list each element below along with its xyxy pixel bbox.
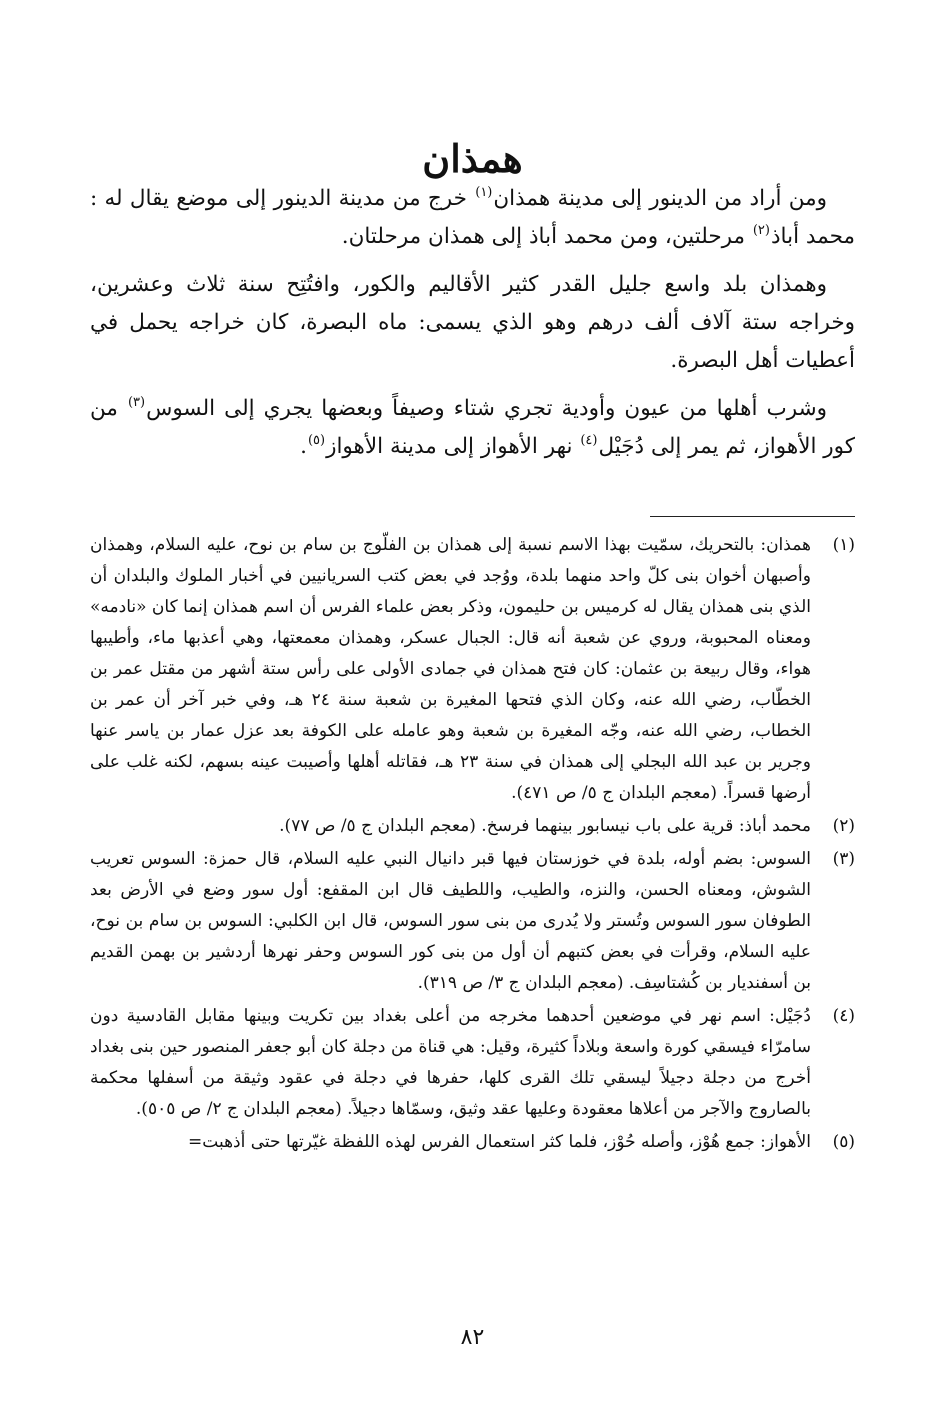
footnote-ref-4[interactable]: (٤) bbox=[580, 433, 598, 448]
main-text bbox=[90, 180, 855, 476]
footnote-text: همذان: بالتحريك، سمّيت بهذا الاسم نسبة إلى همذان بن الفلّوج بن سام بن نوح، عليه السلام، وهمذان وأصبهان أخوان بنى كلّ واحد منهما بلدة، ووُجد في بعض كتب السريانيين في أخبار الملوك والبلدان أن الذي بنى همذان يقال له كرميس بن حليمون، وذكر بعض علماء الفرس أن اسم همذان إنما كان «نادمه» ومعناه المحبوبة، وروي عن شعبة أنه قال: الجبال عسكر، وهمذان معمعتها، وهي أعذبها ماء، وأطيبها هواء، وقال ربيعة بن عثمان: كان فتح همذان في جمادى الأولى على رأس ستة أشهر من مقتل عمر بن الخطّاب، رضي الله عنه، وكان الذي فتحها المغيرة بن شعبة سنة ٢٤ هـ، وفي خبر آخر أن عمر بن الخطاب، رضي الله عنه، وجّه المغيرة بن شعبة وهو عامله على الكوفة بعد عزل عمار بن ياسر عنها وجرير بن عبد الله البجلي إلى همذان في سنة ٢٣ هـ، فقاتله أهلها وأصيبت عينه بسهم، لكنه غلب على أرضها قسراً. (معجم البلدان ج ٥/ ص ٤٧١). bbox=[90, 535, 811, 803]
book-page bbox=[90, 0, 855, 1401]
footnote-number: (٣) bbox=[832, 849, 855, 869]
paragraph-1 bbox=[90, 180, 855, 256]
footnote-ref-3[interactable]: (٣) bbox=[127, 395, 146, 410]
footnote-number: (٥) bbox=[832, 1132, 855, 1152]
paragraph-text: مرحلتين، ومن محمد أباذ إلى همذان مرحلتان. bbox=[341, 224, 752, 249]
footnote-ref-1[interactable]: (١) bbox=[475, 185, 493, 200]
page-title: همذان bbox=[422, 136, 523, 182]
footnote-ref-5[interactable]: (٥) bbox=[307, 433, 326, 448]
footnote-text: محمد أباذ: قرية على باب نيسابور بينهما فرسخ. (معجم البلدان ج ٥/ ص ٧٧). bbox=[279, 816, 811, 836]
footnote-text: دُجَيْل: اسم نهر في موضعين أحدهما مخرجه من أعلى بغداد بين تكريت وبينها مقابل القادسية دون سامرّاء فيسقي كورة واسعة وبلاداً كثيرة، وقيل: هي قناة من دجلة كان أبو جعفر المنصور حين بنى بغداد أخرج من دجلة دجيلاً ليسقي تلك القرى كلها، حفرها في دجلة في عقود وثيقة من أسفلها محكمة بالصاروج والآجر من أعلاها معقودة وعليها عقد وثيق، وسمّاها دجيلاً. (معجم البلدان ج ٢/ ص ٥٠٥). bbox=[90, 1006, 811, 1119]
paragraph-text: من كور الأهواز، ثم يمر إلى دُجَيْل bbox=[90, 396, 855, 459]
paragraph-text: وهمذان بلد واسع جليل القدر كثير الأقاليم والكور، وافتُتِح سنة ثلاث وعشرين، وخراجه ستة آلاف ألف درهم وهو الذي يسمى: ماه البصرة، كان خراجه يحمل في أعطيات أهل البصرة. bbox=[90, 272, 855, 373]
footnote-ref-2[interactable]: (٢) bbox=[752, 223, 770, 238]
footnote-1 bbox=[90, 530, 855, 809]
paragraph-text: نهر الأهواز إلى مدينة الأهواز bbox=[326, 434, 580, 459]
paragraph-text: خرج من مدينة الدينور إلى موضع يقال له : محمد أباذ bbox=[90, 186, 855, 249]
footnote-2 bbox=[90, 811, 855, 842]
footnote-3 bbox=[90, 844, 855, 999]
paragraph-text: . bbox=[300, 434, 307, 459]
footnotes bbox=[90, 530, 855, 1160]
paragraph-text: ومن أراد من الدينور إلى مدينة همذان bbox=[493, 186, 828, 211]
footnote-text: الأهواز: جمع هُوْز، وأصله حُوْز، فلما كثر استعمال الفرس لهذه اللفظة غيّرتها حتى أذهبت= bbox=[188, 1132, 811, 1152]
footnote-4 bbox=[90, 1001, 855, 1125]
footnote-5 bbox=[90, 1127, 855, 1158]
footnote-number: (٤) bbox=[832, 1006, 855, 1026]
footnote-number: (١) bbox=[832, 535, 855, 555]
paragraph-2 bbox=[90, 266, 855, 380]
footnote-number: (٢) bbox=[832, 816, 855, 836]
footnote-text: السوس: بضم أوله، بلدة في خوزستان فيها قبر دانيال النبي عليه السلام، قال حمزة: السوس تعريب الشوش، ومعناه الحسن، والنزه، والطيب، واللطيف قال ابن المقفع: أول سور وضع في الأرض بعد الطوفان سور السوس وتُستر ولا يُدرى من بنى سور السوس، قال ابن الكلبي: السوس بن سام بن نوح، عليه السلام، وقرأت في بعض كتبهم أن أول من بنى كور السوس وحفر نهرها أردشير بن بهمن القديم بن أسفنديار بن كُشتاسِف. (معجم البلدان ج ٣/ ص ٣١٩). bbox=[90, 849, 811, 993]
paragraph-text: وشرب أهلها من عيون وأودية تجري شتاء وصيفاً وبعضها يجري إلى السوس bbox=[146, 396, 828, 421]
page-number: ٨٢ bbox=[460, 1325, 485, 1350]
footnote-divider bbox=[650, 516, 855, 517]
paragraph-3 bbox=[90, 390, 855, 466]
